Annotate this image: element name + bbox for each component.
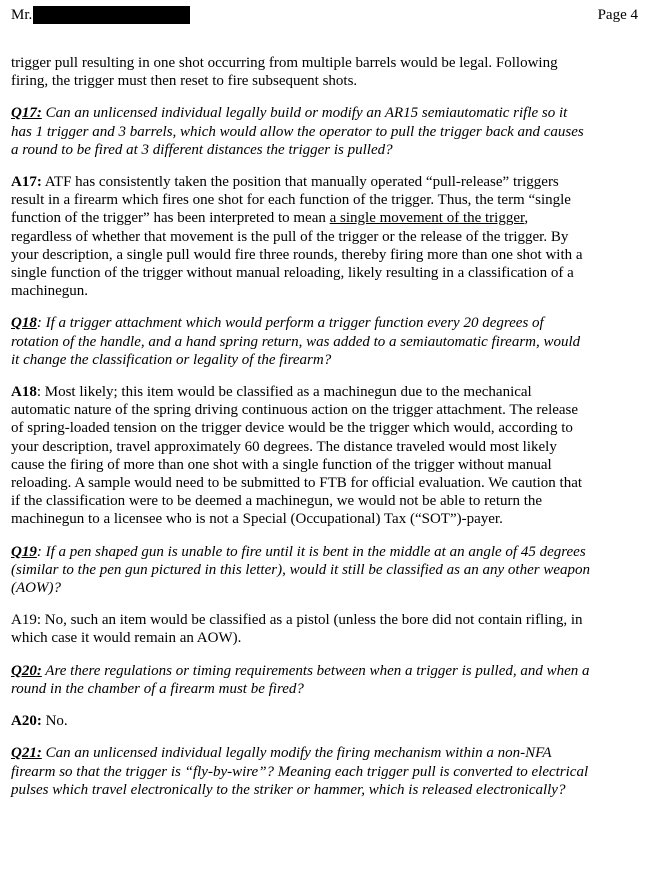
answer-18-label: A18 bbox=[11, 384, 37, 401]
question-21 bbox=[11, 744, 591, 799]
question-19-text: : If a pen shaped gun is unable to fire until it is bent in the middle at an angle of 45 degrees (similar to the pen gun pictured in this letter), would it still be classified as an any other weapon (AOW)? bbox=[11, 543, 590, 597]
answer-17-underlined: a single movement of the trigger bbox=[329, 210, 525, 227]
letter-body bbox=[11, 54, 591, 813]
salutation-text: Mr. bbox=[11, 7, 33, 23]
page-number: Page 4 bbox=[597, 7, 638, 23]
question-20 bbox=[11, 662, 591, 698]
answer-18 bbox=[11, 383, 591, 529]
question-18-text: : If a trigger attachment which would perform a trigger function every 20 degrees of rotation of the handle, and a hand spring return, was added to a semiautomatic firearm, would it change the classification or legality of the firearm? bbox=[11, 315, 581, 368]
question-19-label: Q19 bbox=[11, 543, 37, 560]
redaction-bar bbox=[33, 6, 190, 24]
answer-17-text-after: , regardless of whether that movement is the pull of the trigger or the release of the trigger. By your description, a single pull would fire three rounds, thereby firing more than one shot with a single function of the trigger without manual reloading, likely resulting in a classification of a machinegun. bbox=[11, 210, 583, 300]
answer-19: A19: No, such an item would be classified as a pistol (unless the bore did not contain rifling, in which case it would remain an AOW). bbox=[11, 612, 583, 647]
answer-20 bbox=[11, 712, 591, 730]
question-21-text: Can an unlicensed individual legally modify the firing mechanism within a non-NFA firearm so that the trigger is “fly-by-wire”? Meaning each trigger pull is converted to electrical pulses which travel electronically to the striker or hammer, which is released electronically? bbox=[11, 745, 589, 798]
page-header bbox=[11, 6, 638, 26]
question-20-text: Are there regulations or timing requirements between when a trigger is pulled, and when a round in the chamber of a firearm must be fired? bbox=[11, 662, 590, 697]
continuation-paragraph: trigger pull resulting in one shot occurring from multiple barrels would be legal. Following firing, the trigger must then reset to fire subsequent shots. bbox=[11, 55, 558, 90]
answer-17-label: A17: bbox=[11, 174, 42, 191]
question-21-label: Q21: bbox=[11, 745, 42, 762]
question-19 bbox=[11, 543, 591, 598]
answer-20-text: No. bbox=[41, 713, 68, 730]
answer-17-text-before: ATF has consistently taken the position that manually operated “pull-release” triggers result in a firearm which fires one shot for each function of the trigger. Thus, the term “single function of the trigger” has been interpreted to mean bbox=[11, 174, 571, 227]
question-20-label: Q20: bbox=[11, 662, 42, 679]
answer-17 bbox=[11, 173, 591, 300]
answer-18-text: : Most likely; this item would be classified as a machinegun due to the mechanical automatic nature of the spring driving continuous action on the trigger attachment. The release of spring-loaded tension on the trigger device would be the trigger which would, according to your description, travel approximately 60 degrees. The distance traveled would most likely cause the firing of more than one shot with a single function of the trigger without manual reloading. A sample would need to be submitted to FTB for official evaluation. We caution that if the classification were to be deemed a machinegun, we would not be able to return the machinegun to a licensee who is not a Special (Occupational) Tax (“SOT”)-payer. bbox=[11, 384, 583, 528]
answer-20-label: A20: bbox=[11, 713, 42, 730]
question-17-text: Can an unlicensed individual legally build or modify an AR15 semiautomatic rifle so it has 1 trigger and 3 barrels, which would allow the operator to pull the trigger back and causes a round to be fired at 3 different distances the trigger is pulled? bbox=[11, 105, 584, 158]
question-17-label: Q17: bbox=[11, 105, 42, 122]
question-17 bbox=[11, 104, 591, 159]
question-18-label: Q18 bbox=[11, 315, 37, 332]
question-18 bbox=[11, 314, 591, 369]
salutation bbox=[11, 6, 190, 24]
